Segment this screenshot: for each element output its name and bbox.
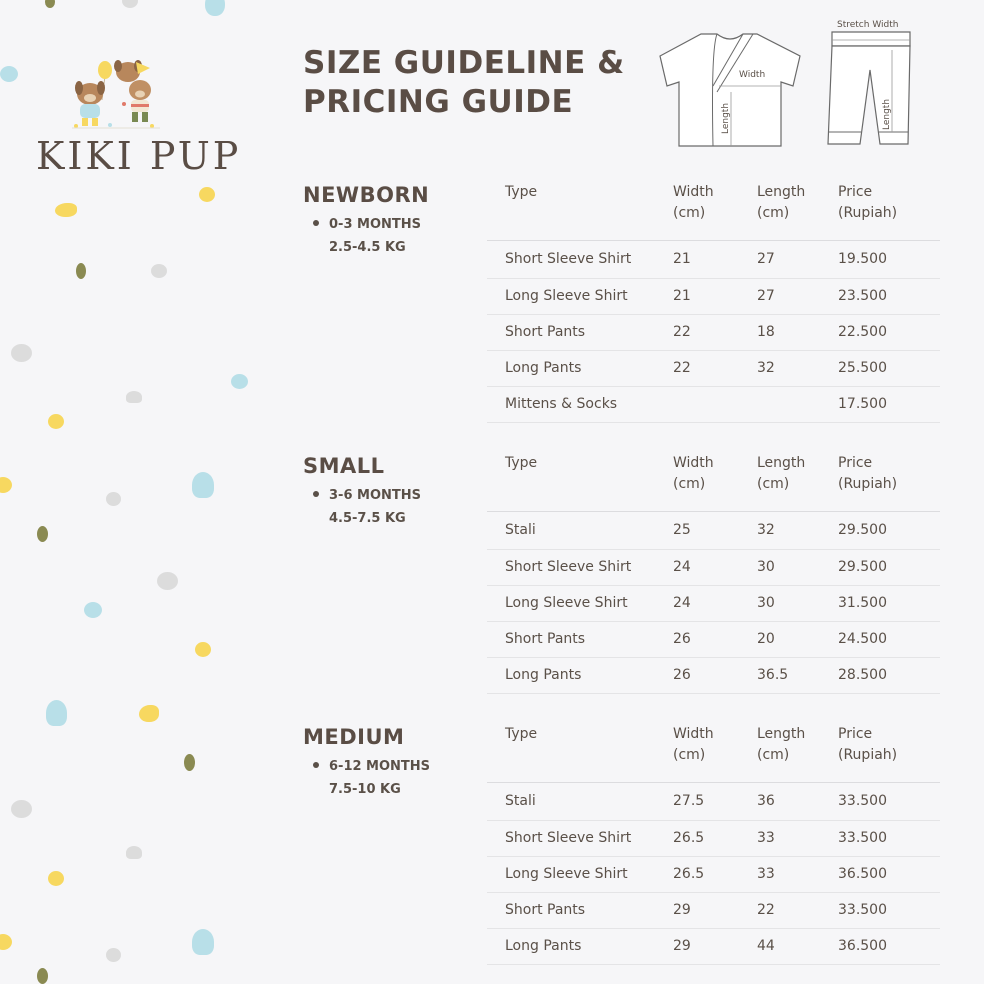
title-line-2: PRICING GUIDE (303, 84, 574, 120)
col-width: Width (cm) (673, 447, 757, 511)
cell-length: 22 (757, 892, 838, 928)
table-row (487, 278, 940, 314)
section-name: MEDIUM (303, 725, 405, 749)
cell-price: 22.500 (838, 314, 940, 350)
pants-top-label: Stretch Width (837, 20, 899, 30)
cell-type: Long Pants (487, 928, 673, 964)
cell-price: 25.500 (838, 350, 940, 386)
cell-length: 27 (757, 278, 838, 314)
cell-type: Short Sleeve Shirt (487, 549, 673, 585)
age-range: 3-6 MONTHS (329, 488, 421, 503)
table-row (487, 511, 940, 549)
cell-price: 17.500 (838, 386, 940, 422)
cell-price: 29.500 (838, 549, 940, 585)
cell-length: 33 (757, 820, 838, 856)
col-length: Length (cm) (757, 447, 838, 511)
cell-width: 22 (673, 314, 757, 350)
section-name: NEWBORN (303, 183, 430, 207)
newborn-size-table (487, 176, 940, 423)
table-row (487, 782, 940, 820)
cell-price: 29.500 (838, 511, 940, 549)
cell-price: 23.500 (838, 278, 940, 314)
table-header-row (487, 176, 940, 240)
medium-size-table (487, 718, 940, 965)
col-price: Price (Rupiah) (838, 447, 940, 511)
cell-price: 28.500 (838, 657, 940, 693)
table-row (487, 820, 940, 856)
cell-width: 29 (673, 928, 757, 964)
table-row (487, 549, 940, 585)
cell-price: 31.500 (838, 585, 940, 621)
section-details (313, 484, 421, 530)
cell-length: 20 (757, 621, 838, 657)
cell-width: 21 (673, 240, 757, 278)
cell-price: 24.500 (838, 621, 940, 657)
cell-width: 26.5 (673, 856, 757, 892)
cell-type: Short Pants (487, 621, 673, 657)
table-row (487, 657, 940, 693)
cell-length: 36 (757, 782, 838, 820)
cell-length: 32 (757, 350, 838, 386)
cell-type: Short Pants (487, 314, 673, 350)
cell-type: Short Sleeve Shirt (487, 240, 673, 278)
cell-width: 21 (673, 278, 757, 314)
col-width: Width (cm) (673, 718, 757, 782)
cell-type: Stali (487, 511, 673, 549)
section-details (313, 755, 430, 801)
cell-type: Long Sleeve Shirt (487, 856, 673, 892)
section-details (313, 213, 429, 259)
cell-type: Long Pants (487, 350, 673, 386)
bullet-icon (313, 762, 319, 768)
cell-price: 33.500 (838, 892, 940, 928)
section-small-header (303, 454, 421, 530)
col-price: Price (Rupiah) (838, 176, 940, 240)
table-row (487, 856, 940, 892)
table-header-row (487, 447, 940, 511)
cell-length: 27 (757, 240, 838, 278)
weight-range: 2.5-4.5 KG (329, 240, 406, 255)
cell-type: Long Sleeve Shirt (487, 585, 673, 621)
cell-width: 29 (673, 892, 757, 928)
col-width: Width (cm) (673, 176, 757, 240)
cell-width: 24 (673, 549, 757, 585)
cell-width: 25 (673, 511, 757, 549)
cell-type: Short Pants (487, 892, 673, 928)
weight-range: 4.5-7.5 KG (329, 511, 406, 526)
table-row (487, 386, 940, 422)
brand-name: KIKI PUP (36, 134, 242, 178)
cell-type: Long Pants (487, 657, 673, 693)
table-row (487, 350, 940, 386)
cell-width: 26 (673, 621, 757, 657)
col-type: Type (487, 176, 673, 240)
section-name: SMALL (303, 454, 385, 478)
cell-length: 30 (757, 549, 838, 585)
cell-width: 26.5 (673, 820, 757, 856)
section-newborn-header (303, 183, 429, 259)
section-medium-header (303, 725, 430, 801)
cell-type: Long Sleeve Shirt (487, 278, 673, 314)
shirt-length-label: Length (721, 102, 731, 134)
weight-range: 7.5-10 KG (329, 782, 401, 797)
cell-price: 33.500 (838, 782, 940, 820)
cell-length: 33 (757, 856, 838, 892)
age-range: 6-12 MONTHS (329, 759, 431, 774)
cell-width (673, 386, 757, 422)
cell-length: 36.5 (757, 657, 838, 693)
cell-length: 30 (757, 585, 838, 621)
cell-length: 32 (757, 511, 838, 549)
cell-length (757, 386, 838, 422)
page-title (303, 44, 625, 122)
col-length: Length (cm) (757, 176, 838, 240)
cell-type: Mittens & Socks (487, 386, 673, 422)
table-row (487, 240, 940, 278)
age-range: 0-3 MONTHS (329, 217, 421, 232)
cell-price: 19.500 (838, 240, 940, 278)
cell-width: 24 (673, 585, 757, 621)
bullet-icon (313, 491, 319, 497)
table-row (487, 928, 940, 964)
cell-length: 18 (757, 314, 838, 350)
col-type: Type (487, 718, 673, 782)
bullet-icon (313, 220, 319, 226)
table-row (487, 892, 940, 928)
pants-diagram-icon (822, 14, 922, 154)
col-price: Price (Rupiah) (838, 718, 940, 782)
pants-length-label: Length (882, 98, 892, 130)
small-size-table (487, 447, 940, 694)
cell-width: 26 (673, 657, 757, 693)
cell-price: 36.500 (838, 928, 940, 964)
cell-width: 27.5 (673, 782, 757, 820)
table-row (487, 314, 940, 350)
title-line-1: SIZE GUIDELINE & (303, 45, 625, 81)
table-row (487, 585, 940, 621)
cell-price: 33.500 (838, 820, 940, 856)
cell-type: Short Sleeve Shirt (487, 820, 673, 856)
col-type: Type (487, 447, 673, 511)
cell-type: Stali (487, 782, 673, 820)
shirt-width-label: Width (739, 70, 766, 80)
col-length: Length (cm) (757, 718, 838, 782)
cell-price: 36.500 (838, 856, 940, 892)
shirt-diagram-icon (657, 30, 803, 150)
table-row (487, 621, 940, 657)
cell-width: 22 (673, 350, 757, 386)
table-header-row (487, 718, 940, 782)
cell-length: 44 (757, 928, 838, 964)
